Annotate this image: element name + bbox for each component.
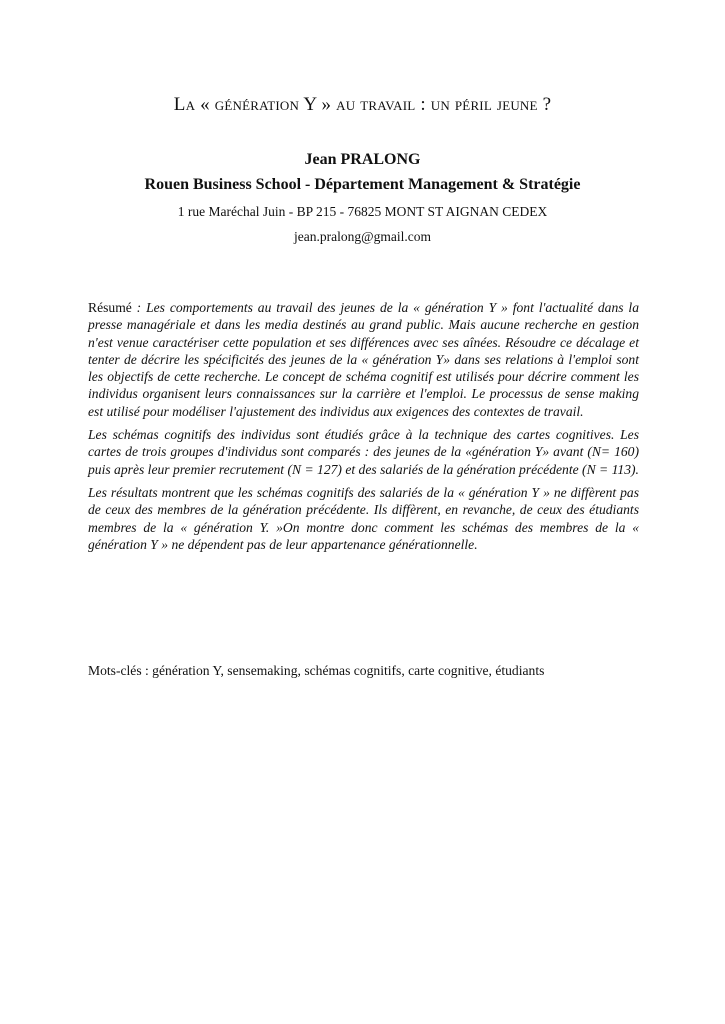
abstract-paragraph-1 [88, 299, 639, 420]
author-email: jean.pralong@gmail.com [294, 229, 431, 244]
author-address: 1 rue Maréchal Juin - BP 215 - 76825 MONT ST AIGNAN CEDEX [177, 204, 548, 219]
abstract-text-1: : Les comportements au travail des jeunes de la « génération Y » font l'actualité dans la presse managériale et dans les media destinés au grand public. Mais aucune recherche en gestion n'est venue caractériser cette population et ses différences avec ses aînées. Résoudre ce décalage et tenter de décrire les spécificités des jeunes de la « génération Y» dans ses relations à l'emploi sont les objectifs de cette recherche. Le concept de schéma cognitif est utilisés pour décrire comment les individus organisent leurs connaissances sur la carrière et l'emploi. Le processus de sense making est utilisé pour modéliser l'ajustement des individus aux exigences des contextes de travail. [88, 300, 639, 419]
keywords: Mots-clés : génération Y, sensemaking, schémas cognitifs, carte cognitive, étudiants [88, 663, 545, 678]
abstract-paragraph-2: Les schémas cognitifs des individus sont étudiés grâce à la technique des cartes cognitives. Les cartes de trois groupes d'individus sont comparés : des jeunes de la «génération Y» avant (N= 160) puis après leur premier recrutement (N = 127) et des salariés de la génération précédente (N = 113). [88, 427, 639, 477]
abstract [88, 299, 639, 559]
paper-title: La « génération Y » au travail : un péril jeune ? [173, 94, 552, 115]
author-affiliation: Rouen Business School - Département Management & Stratégie [144, 176, 581, 193]
abstract-label: Résumé [88, 300, 132, 315]
author-name: Jean PRALONG [304, 151, 421, 168]
abstract-paragraph-3: Les résultats montrent que les schémas cognitifs des salariés de la « génération Y » ne diffèrent pas de ceux des membres de la génération précédente. Ils diffèrent, en revanche, de ceux des étudiants membres de la « génération Y. »On montre donc comment les schémas des membres de la « génération Y » ne dépendent pas de leur appartenance générationnelle. [88, 484, 639, 552]
